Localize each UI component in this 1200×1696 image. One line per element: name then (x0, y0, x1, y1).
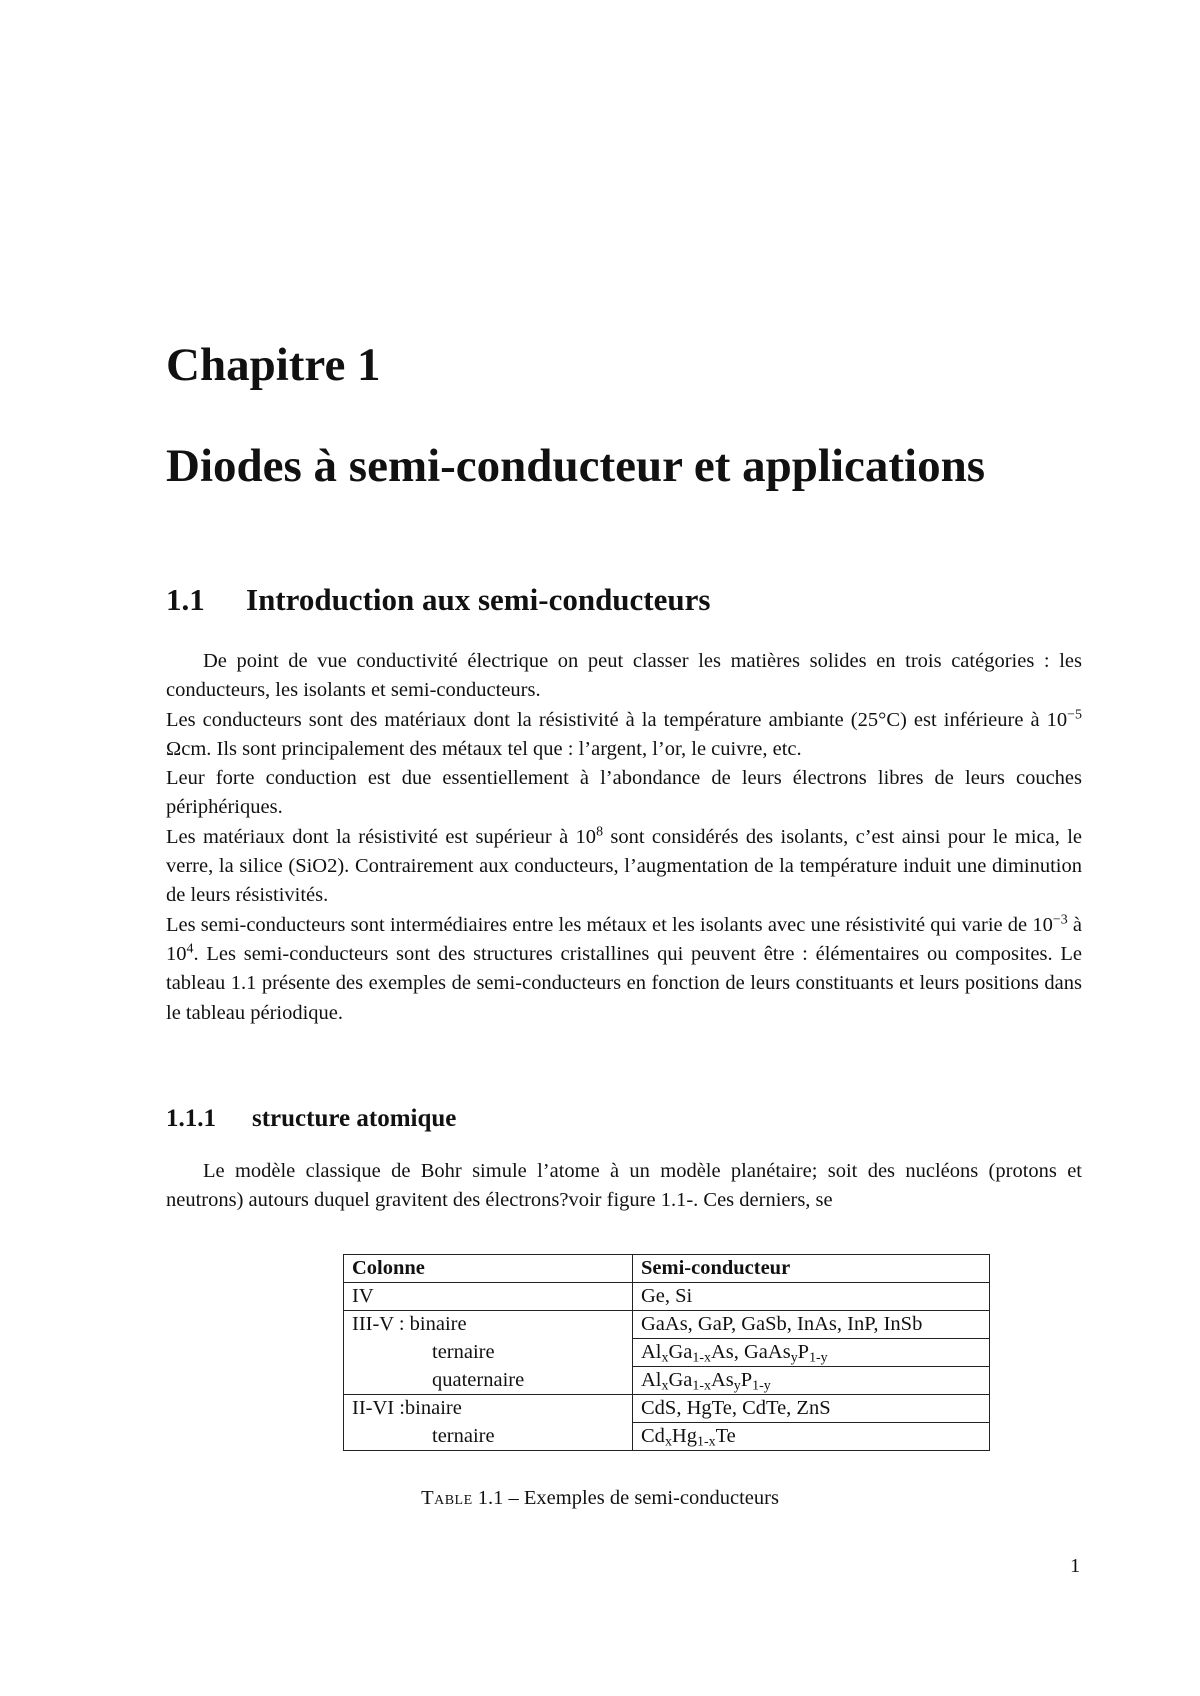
subsection-title: structure atomique (252, 1105, 457, 1132)
table-row (344, 1311, 990, 1339)
caption-text: Exemples de semi-conducteurs (523, 1487, 779, 1509)
bohr-paragraph: Le modèle classique de Bohr simule l’atome à un modèle planétaire; soit des nucléons (protons et neutrons) autours duquel gravitent des électrons?voir figure 1.1-. Ces derniers, se (166, 1160, 1082, 1212)
subsection-number: 1.1.1 (166, 1105, 216, 1132)
section-heading (166, 583, 710, 617)
conduction-paragraph: Leur forte conduction est due essentiellement à l’abondance de leurs électrons libres de leurs couches périphériques. (166, 767, 1082, 819)
table-cell: $Al_xGa_{1-x}As_yP_{1-y}$ (633, 1367, 990, 1395)
table-cell: ternaire (344, 1423, 633, 1451)
table-row (344, 1283, 990, 1311)
conductors-paragraph: Les conducteurs sont des matériaux dont la résistivité à la température ambiante (25°C) est inférieure à $10^{-5}$ Ωcm. Ils sont principalement des métaux tel que : l’argent, l’or, le cuivre, etc. (166, 706, 1082, 760)
table-header-cell: Colonne (344, 1255, 633, 1283)
section-title: Introduction aux semi-conducteurs (246, 582, 711, 617)
table-cell: $Al_xGa_{1-x}As$, $GaAs_yP_{1-y}$ (633, 1339, 990, 1367)
table-cell: $Cd_xHg_{1-x}Te$ (633, 1423, 990, 1451)
table-cell: III-V : binaire (344, 1311, 633, 1339)
table-header-row (344, 1255, 990, 1283)
table-cell: CdS, HgTe, CdTe, ZnS (633, 1395, 990, 1423)
subsection-heading (166, 1105, 456, 1133)
table-cell: Ge, Si (633, 1283, 990, 1311)
insulators-paragraph: Les matériaux dont la résistivité est supérieur à $10^8$ sont considérés des isolants, c’est ainsi pour le mica, le verre, la silice (SiO2). Contrairement aux conducteurs, l’augmentation de la température induit une diminution de leurs résistivités. (166, 824, 1082, 907)
section-number: 1.1 (166, 582, 205, 617)
caption-number: 1.1 – (472, 1487, 524, 1509)
table-caption (0, 1487, 1200, 1510)
intro-paragraph: De point de vue conductivité électrique on peut classer les matières solides en trois catégories : les conducteurs, les isolants et semi-conducteurs. (166, 650, 1082, 702)
table-row (344, 1339, 990, 1367)
table-cell: II-VI :binaire (344, 1395, 633, 1423)
table-cell: ternaire (344, 1339, 633, 1367)
chapter-number: Chapitre 1 (166, 339, 381, 391)
section-body (166, 647, 1082, 1028)
semiconductor-table (343, 1254, 990, 1451)
chapter-title: Diodes à semi-conducteur et applications (166, 440, 986, 492)
table-header-cell: Semi-conducteur (633, 1255, 990, 1283)
table-cell: quaternaire (344, 1367, 633, 1395)
table-row (344, 1367, 990, 1395)
semiconductors-paragraph: Les semi-conducteurs sont intermédiaires entre les métaux et les isolants avec une résistivité qui varie de $10^{-3}$ à $10^4$. Les semi-conducteurs sont des structures cristallines qui peuvent être : élémentaires ou composites. Le tableau 1.1 présente des exemples de semi-conducteurs en fonction de leurs constituants et leurs positions dans le tableau périodique. (166, 912, 1082, 1024)
table-row (344, 1395, 990, 1423)
table-cell: IV (344, 1283, 633, 1311)
subsection-body (166, 1157, 1082, 1216)
page-number: 1 (1070, 1555, 1081, 1577)
table-cell: GaAs, GaP, GaSb, InAs, InP, InSb (633, 1311, 990, 1339)
table-row (344, 1423, 990, 1451)
caption-label: Table (421, 1487, 473, 1509)
